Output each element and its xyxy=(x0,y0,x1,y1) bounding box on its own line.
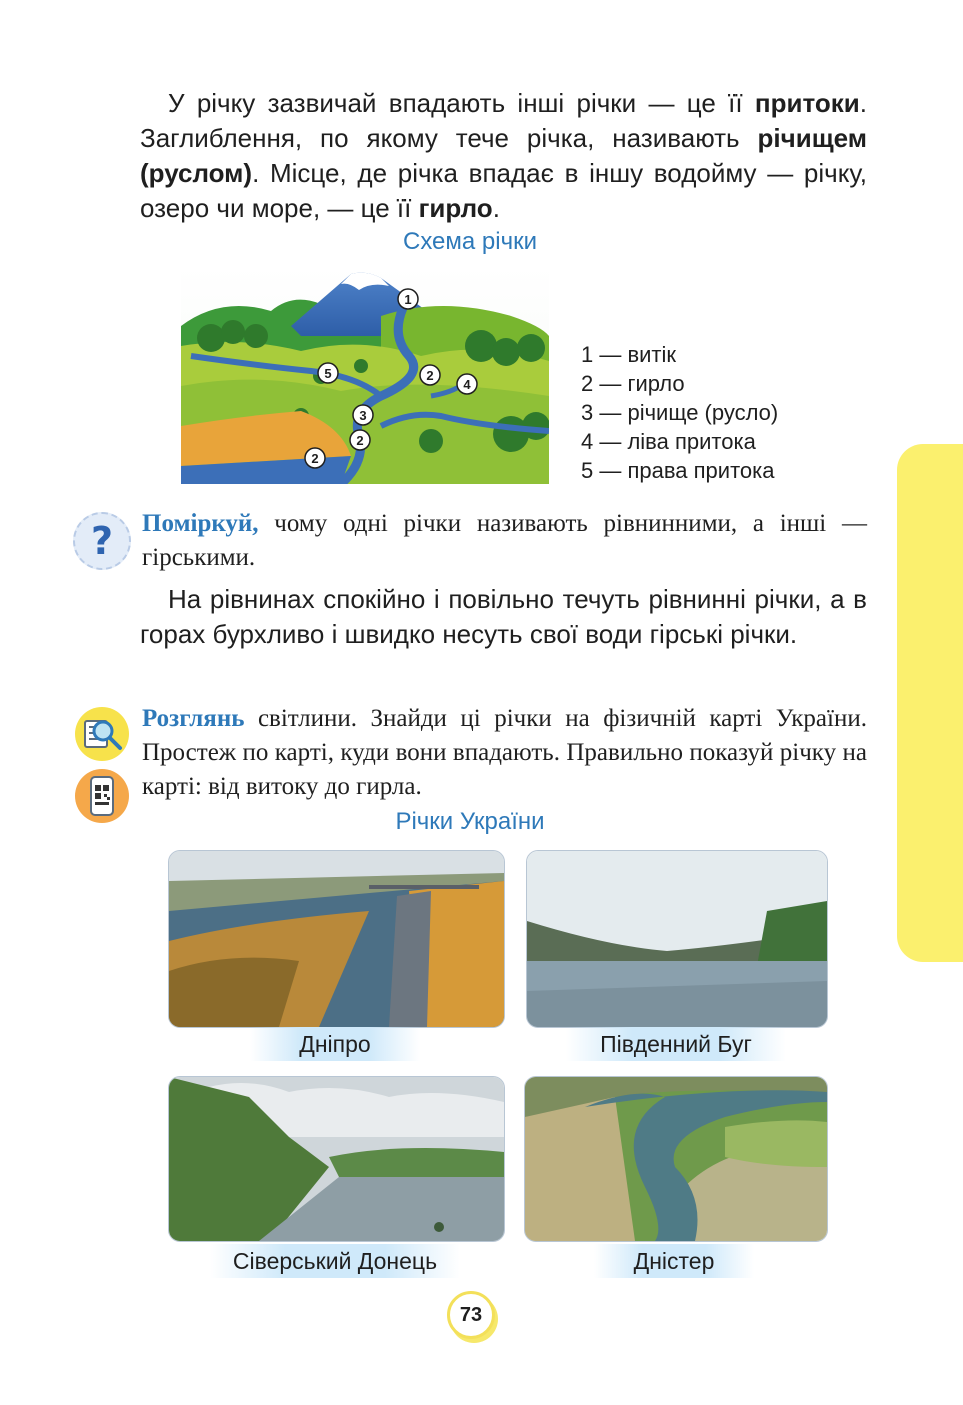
think-text: чому одні річки називають рівнинними, а інші — гірськими. xyxy=(142,510,867,571)
scheme-marker-2c xyxy=(305,448,325,468)
svg-text:2: 2 xyxy=(356,433,364,448)
legend-item: 4 — ліва притока xyxy=(581,429,756,454)
scheme-marker-5 xyxy=(318,363,338,383)
caption-pivdennyi-buh: Південний Буг xyxy=(566,1027,786,1061)
legend-item: 1 — витік xyxy=(581,342,677,367)
magnifier-icon xyxy=(73,705,131,763)
svg-text:2: 2 xyxy=(311,451,319,466)
photo-dnister xyxy=(524,1076,828,1242)
scheme-caption: Схема річки xyxy=(402,228,537,255)
photo-pivdennyi-buh xyxy=(526,850,828,1028)
term-tributaries: притоки xyxy=(754,88,860,118)
scheme-legend xyxy=(581,340,881,485)
qr-phone-icon xyxy=(73,767,131,825)
scheme-marker-3 xyxy=(353,405,373,425)
intro-text-1: У річку зазвичай впадають інші річки — це її xyxy=(168,88,755,118)
look-paragraph xyxy=(142,702,867,804)
page-number: 73 xyxy=(447,1291,495,1339)
think-lead: Поміркуй, xyxy=(142,510,259,537)
scheme-marker-2a xyxy=(420,365,440,385)
plains-paragraph xyxy=(140,582,867,652)
intro-text-3: . Місце, де річка впадає в іншу водойму — річку, озеро чи море, — це її xyxy=(140,158,867,223)
scheme-marker-1 xyxy=(398,289,418,309)
photo-siverskyi-donets xyxy=(168,1076,505,1242)
caption-siverskyi-donets: Сіверський Донець xyxy=(210,1244,460,1278)
caption-dnister: Дністер xyxy=(594,1244,754,1278)
legend-item: 3 — річище (русло) xyxy=(581,400,779,425)
side-tab xyxy=(897,444,963,962)
question-icon: ? xyxy=(73,512,131,570)
legend-item: 5 — права притока xyxy=(581,458,775,483)
svg-text:2: 2 xyxy=(426,368,434,383)
svg-text:3: 3 xyxy=(359,408,367,423)
intro-text-4: . xyxy=(492,193,500,223)
intro-text-2: . Заглиблення, по якому тече річка, називають xyxy=(140,88,867,153)
svg-text:5: 5 xyxy=(324,366,332,381)
think-paragraph xyxy=(142,507,867,575)
river-scheme-image xyxy=(181,266,549,484)
plains-text: На рівнинах спокійно і повільно течуть рівнинні річки, а в горах бурхливо і швидко несуть свої води гірські річки. xyxy=(140,584,867,649)
scheme-marker-2b xyxy=(350,430,370,450)
scheme-marker-4 xyxy=(457,374,477,394)
svg-text:1: 1 xyxy=(404,292,412,307)
legend-item: 2 — гирло xyxy=(581,371,685,396)
intro-paragraph xyxy=(140,86,867,226)
svg-text:4: 4 xyxy=(463,377,471,392)
caption-dnipro: Дніпро xyxy=(250,1027,420,1061)
look-text: світлини. Знайди ці річки на фізичній карті України. Простеж по карті, куди вони впадають. Правильно показуй річку на карті: від витоку до гирла. xyxy=(142,705,867,800)
look-lead: Розглянь xyxy=(142,705,245,732)
term-riverbed: річищем (руслом) xyxy=(140,123,867,188)
term-mouth: гирло xyxy=(418,193,493,223)
rivers-caption: Річки України xyxy=(395,808,545,835)
photo-dnipro xyxy=(168,850,505,1028)
